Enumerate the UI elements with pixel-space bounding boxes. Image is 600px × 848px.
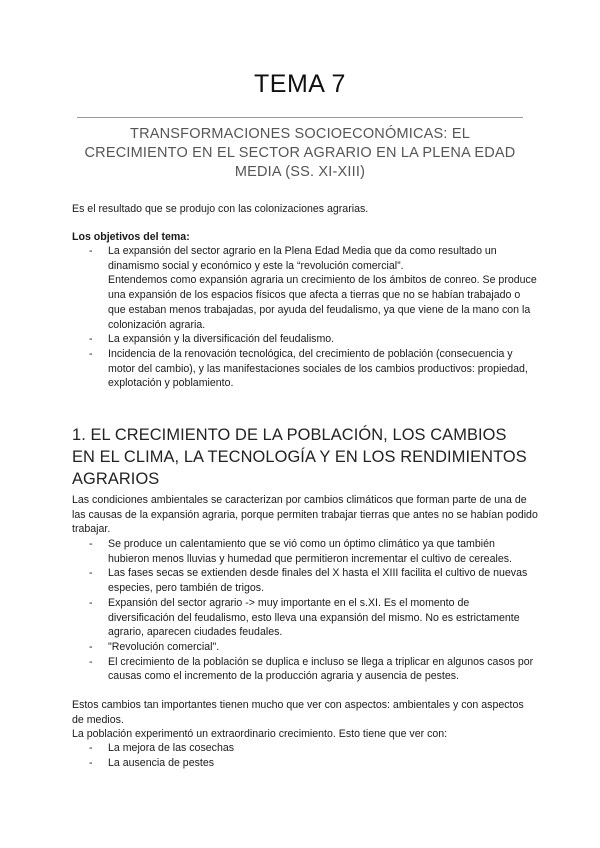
list-item: - Expansión del sector agrario -> muy importante en el s.XI. Es el momento de diversificación del feudalismo, esto lleva una expansión del mismo. No es estrictamente agrario, aparecen ciudades feudales.: [72, 596, 538, 640]
title-divider: [77, 117, 523, 118]
section-list: [72, 537, 538, 684]
section-paragraph-2: Estos cambios tan importantes tienen mucho que ver con aspectos: ambientales y con aspectos de medios.: [72, 699, 524, 726]
objectives-list: [72, 244, 538, 391]
section-list-2: [72, 741, 538, 770]
list-item: - La mejora de las cosechas: [72, 741, 538, 756]
objectives-heading: Los objetivos del tema:: [72, 231, 190, 243]
list-item: - El crecimiento de la población se duplica e incluso se llega a triplicar en algunos casos por causas como el incremento de la producción agraria y ausencia de pestes.: [72, 655, 538, 684]
section-paragraph: Las condiciones ambientales se caracterizan por cambios climáticos que forman parte de una de las causas de la expansión agraria, porque permiten trabajar tierras que antes no se habían podido trabajar.: [72, 494, 538, 536]
list-item: - Se produce un calentamiento que se vió como un óptimo climático ya que también hubieron menos lluvias y humedad que permitieron incrementar el cultivo de cereales.: [72, 537, 538, 566]
list-item: - "Revolución comercial".: [72, 640, 538, 655]
list-item: [72, 244, 538, 332]
list-item-text: La expansión y la diversificación del feudalismo.: [108, 333, 335, 346]
page-subtitle: TRANSFORMACIONES SOCIOECONÓMICAS: EL CRECIMIENTO EN EL SECTOR AGRARIO EN LA PLENA EDAD MEDIA (SS. XI-XIII): [84, 126, 516, 180]
list-item: [72, 332, 538, 347]
page-title: TEMA 7: [254, 70, 346, 98]
section-paragraph-3: La población experimentó un extraordinario crecimiento. Esto tiene que ver con:: [72, 728, 448, 740]
list-item-text: Incidencia de la renovación tecnológica, del crecimiento de población (consecuencia y motor del cambio), y las manifestaciones sociales de los cambios productivos: propiedad, explotación y poblamiento.: [108, 347, 528, 390]
list-item: [72, 347, 538, 391]
section-heading: 1. EL CRECIMIENTO DE LA POBLACIÓN, LOS CAMBIOS EN EL CLIMA, LA TECNOLOGÍA Y EN LOS RENDIMIENTOS AGRARIOS: [72, 426, 527, 488]
intro-paragraph: Es el resultado que se produjo con las colonizaciones agrarias.: [72, 203, 369, 215]
list-item-continuation: Entendemos como expansión agraria un crecimiento de los ámbitos de conreo. Se produce una expansión de los espacios físicos que afecta a tierras que no se habían trabajado o que estaban menos trabajadas, por ayuda del feudalismo, ya que viene de la mano con la colonización agraria.: [108, 274, 537, 331]
list-item: - Las fases secas se extienden desde finales del X hasta el XIII facilita el cultivo de nuevas especies, pero también de trigos.: [72, 566, 538, 595]
list-item: - La ausencia de pestes: [72, 756, 538, 771]
list-item-text: La expansión del sector agrario en la Plena Edad Media que da como resultado un dinamismo social y económico y este la “revolución comercial”.: [108, 245, 497, 272]
